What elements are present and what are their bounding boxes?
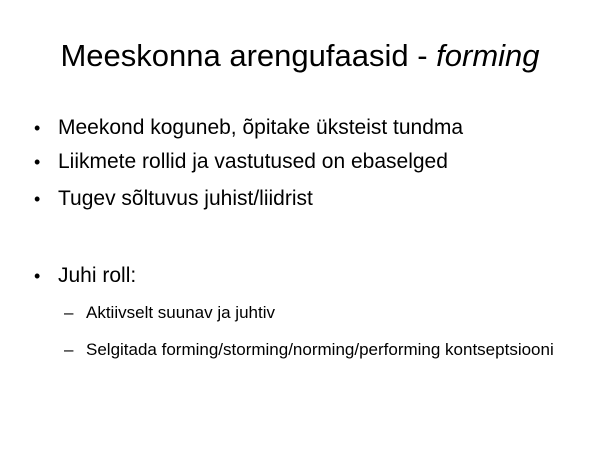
bullet-marker: •: [34, 189, 41, 209]
bullet-text: Liikmete rollid ja vastutused on ebaselged: [58, 150, 448, 173]
sub-bullet-marker: –: [64, 340, 74, 359]
sub-bullet-item: [64, 338, 584, 362]
sub-bullet-marker: –: [64, 303, 74, 322]
sub-bullet-text: Selgitada forming/storming/norming/performing kontseptsiooni: [86, 340, 554, 359]
bullet-text: Tugev sõltuvus juhist/liidrist: [58, 187, 313, 210]
bullet-text: Juhi roll:: [58, 264, 137, 287]
bullet-marker: •: [34, 152, 41, 172]
slide-title-main: Meeskonna arengufaasid: [60, 38, 409, 73]
sub-bullet-text: Aktiivselt suunav ja juhtiv: [86, 303, 275, 322]
bullet-item: [34, 148, 574, 176]
bullet-marker: •: [34, 266, 41, 286]
sub-bullet-item: [64, 301, 584, 325]
bullet-item: [34, 114, 574, 142]
bullet-text: Meekond koguneb, õpitake üksteist tundma: [58, 116, 464, 139]
bullet-item: [34, 262, 574, 290]
slide-title-italic: forming: [436, 38, 540, 73]
slide-title-separator: -: [408, 38, 437, 73]
bullet-marker: •: [34, 118, 41, 138]
bullet-item: [34, 185, 574, 213]
